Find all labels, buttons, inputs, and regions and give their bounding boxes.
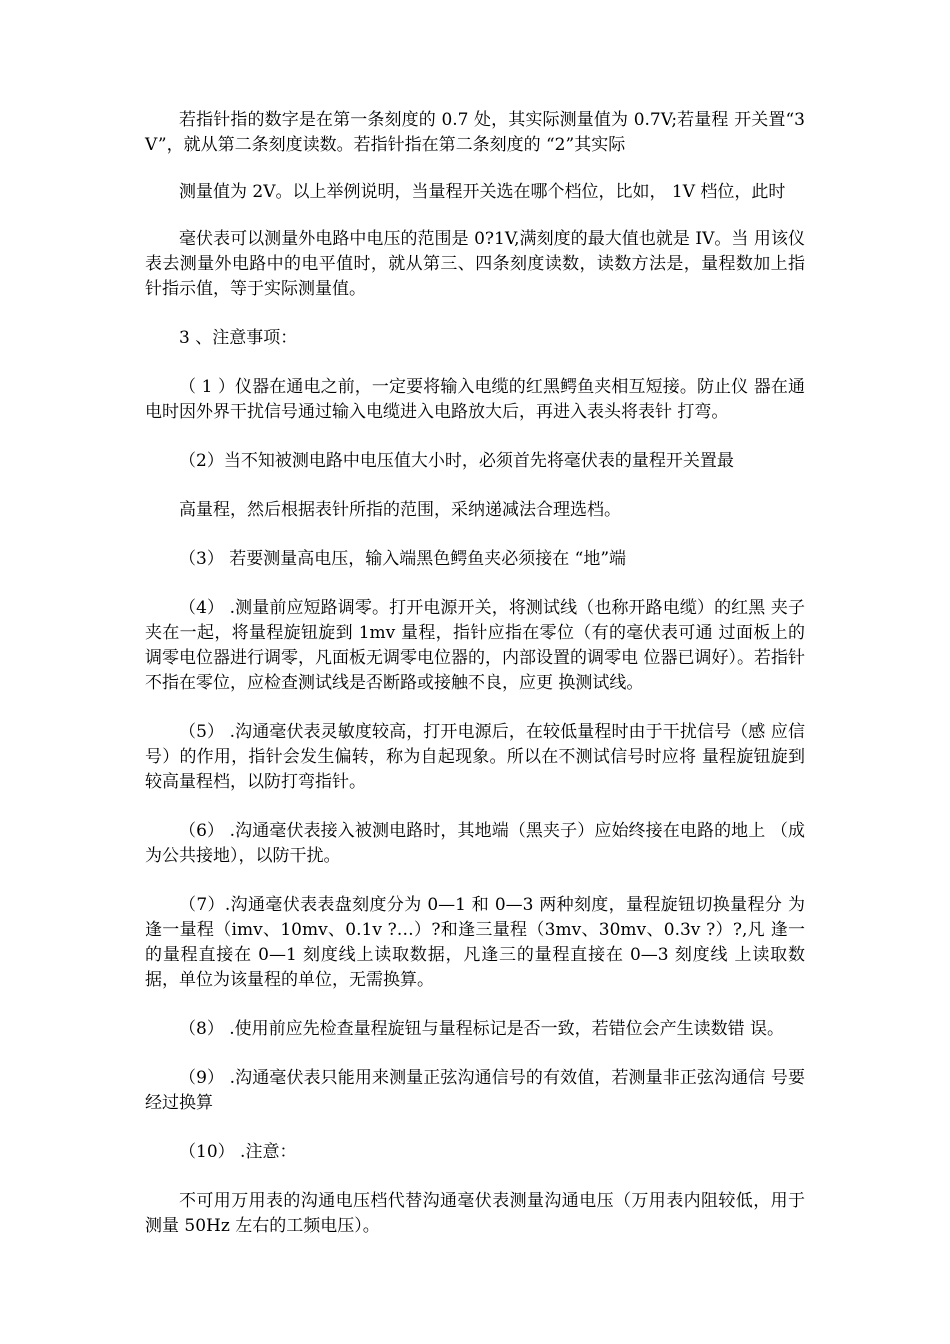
precaution-item-9: （9） .沟通毫伏表只能用来测量正弦沟通信号的有效值，若测量非正弦沟通信 号要经过换算 bbox=[145, 1068, 805, 1113]
precaution-item-8: （8） .使用前应先检查量程旋钮与量程标记是否一致，若错位会产生读数错 误。 bbox=[179, 1019, 785, 1039]
precaution-item-3: （3） 若要测量高电压，输入端黑色鳄鱼夹必须接在 “地”端 bbox=[179, 549, 627, 569]
paragraph-level-measurement: 毫伏表可以测量外电路中电压的范围是 0?1V,满刻度的最大值也就是 IV。当 用该仪表去测量外电路中的电平值时，就从第三、四条刻度读数，读数方法是，量程数加上指针指示值，等于实际测量值。 bbox=[145, 229, 805, 299]
precaution-item-10: （10） .注意： bbox=[179, 1142, 297, 1162]
precaution-item-5: （5） .沟通毫伏表灵敏度较高，打开电源后，在较低量程时由于干扰信号（感 应信号）的作用，指针会发生偏转，称为自起现象。所以在不测试信号时应将 量程旋钮旋到较高量程档，以防打弯指针。 bbox=[145, 722, 805, 792]
precaution-item-2: （2）当不知被测电路中电压值大小时，必须首先将毫伏表的量程开关置最 bbox=[179, 451, 734, 471]
precaution-item-6: （6） .沟通毫伏表接入被测电路时，其地端（黑夹子）应始终接在电路的地上 （成为公共接地），以防干扰。 bbox=[145, 821, 805, 866]
precaution-item-1: （ 1 ）仪器在通电之前，一定要将输入电缆的红黑鳄鱼夹相互短接。防止仪 器在通电时因外界干扰信号通过输入电缆进入电路放大后，再进入表头将表针 打弯。 bbox=[145, 377, 805, 422]
paragraph-scale-reading-1: 若指针指的数字是在第一条刻度的 0.7 处，其实际测量值为 0.7V;若量程 开关置“3V”，就从第二条刻度读数。若指针指在第二条刻度的 “2”其实际 bbox=[145, 110, 805, 155]
precaution-item-4: （4） .测量前应短路调零。打开电源开关，将测试线（也称开路电缆）的红黑 夹子夹在一起，将量程旋钮旋到 1mv 量程，指针应指在零位（有的毫伏表可通 过面板上的调零电位器进行调零，凡面板无调零电位器的，内部设置的调零电 位器已调好）。若指针不指在零位，应检查测试线是否断路或接触不良，应更 换测试线。 bbox=[145, 598, 805, 693]
section-heading-precautions: 3 、注意事项： bbox=[179, 328, 298, 348]
paragraph-scale-reading-2: 测量值为 2V。以上举例说明，当量程开关选在哪个档位，比如， 1V 档位，此时 bbox=[179, 182, 786, 202]
closing-note: 不可用万用表的沟通电压档代替沟通毫伏表测量沟通电压（万用表内阻较低，用于测量 50Hz 左右的工频电压）。 bbox=[145, 1191, 805, 1236]
precaution-item-7: （7）.沟通毫伏表表盘刻度分为 0—1 和 0—3 两种刻度，量程旋钮切换量程分 为逢一量程（imv、10mv、0.1v ?…）?和逢三量程（3mv、30mv、0.3v ?）?,凡 逢一的量程直接在 0—1 刻度线上读取数据，凡逢三的量程直接在 0—3 刻度线 上读取数据，单位为该量程的单位，无需换算。 bbox=[145, 895, 805, 990]
precaution-item-2-continued: 高量程，然后根据表针所指的范围，采纳递减法合理选档。 bbox=[179, 500, 621, 520]
document-body bbox=[145, 108, 805, 1239]
